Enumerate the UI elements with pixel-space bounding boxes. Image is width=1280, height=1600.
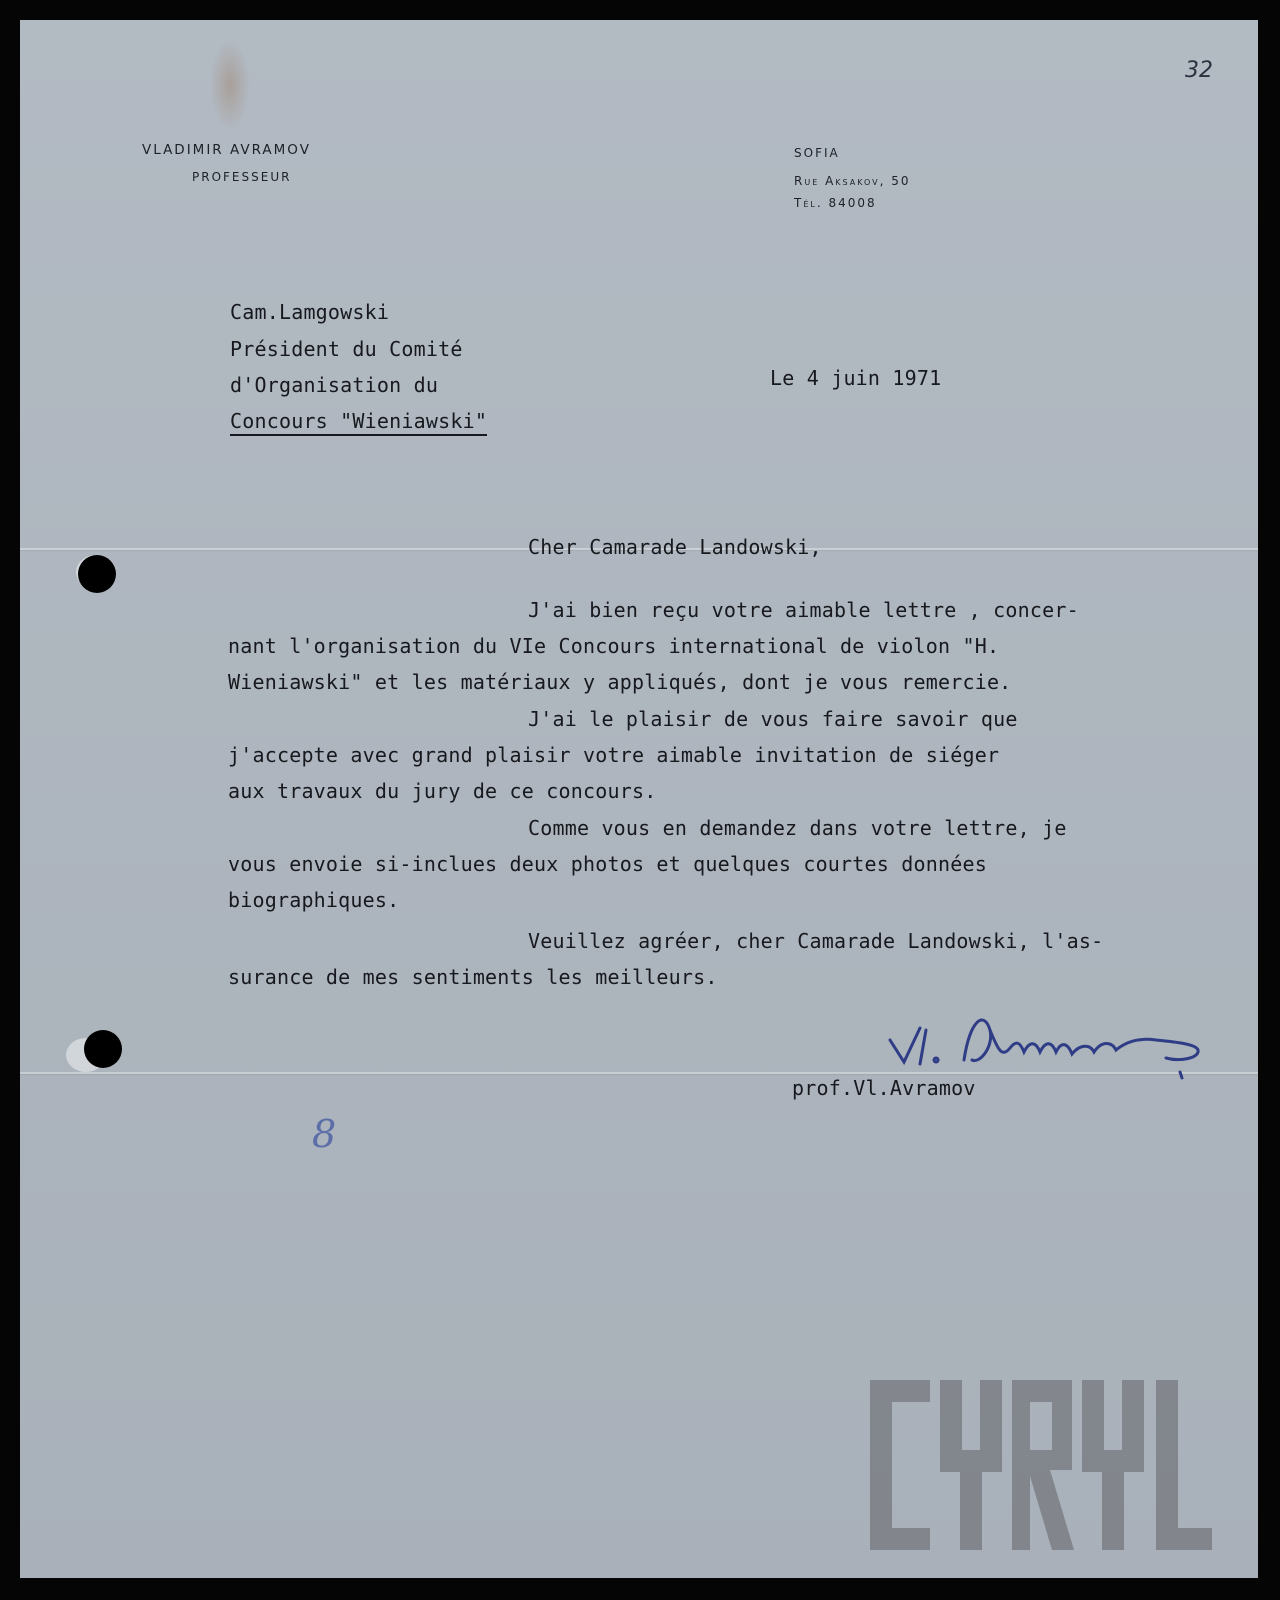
body-line: J'ai le plaisir de vous faire savoir que [528, 707, 1018, 731]
recipient-line: d'Organisation du [230, 373, 439, 397]
recipient-line: Cam.Lamgowski [230, 300, 390, 324]
letterhead-city: SOFIA [794, 146, 840, 160]
letter-page [20, 20, 1258, 1578]
body-line: J'ai bien reçu votre aimable lettre , concer- [528, 598, 1079, 622]
recipient-line: Concours "Wieniawski" [230, 409, 487, 436]
body-line: j'accepte avec grand plaisir votre aimable invitation de siéger [228, 743, 1000, 767]
salutation: Cher Camarade Landowski, [528, 535, 822, 559]
pencil-mark: 8 [312, 1112, 337, 1156]
letterhead-name: VLADIMIR AVRAMOV [142, 142, 311, 158]
body-line: vous envoie si-inclues deux photos et quelques courtes données [228, 852, 987, 876]
body-line: Comme vous en demandez dans votre lettre, je [528, 816, 1067, 840]
cyryl-watermark-logo [860, 1380, 1220, 1550]
body-line: aux travaux du jury de ce concours. [228, 779, 657, 803]
body-line: Wieniawski" et les matériaux y appliqués, dont je vous remercie. [228, 670, 1012, 694]
letter-date: Le 4 juin 1971 [770, 366, 942, 390]
punch-hole [84, 1030, 122, 1068]
recipient-line: Président du Comité [230, 337, 463, 361]
body-line: nant l'organisation du VIe Concours international de violon "H. [228, 634, 1000, 658]
letterhead-title: PROFESSEUR [192, 170, 292, 184]
letterhead-street: Rue Aksakov, 50 [794, 174, 911, 188]
body-line: Veuillez agréer, cher Camarade Landowski, l'as- [528, 929, 1104, 953]
punch-hole [78, 555, 116, 593]
typed-signature: prof.Vl.Avramov [792, 1076, 976, 1100]
body-line: biographiques. [228, 888, 400, 912]
letterhead-phone: Tél. 84008 [794, 196, 877, 210]
body-line: surance de mes sentiments les meilleurs. [228, 965, 718, 989]
page-number: 32 [1185, 58, 1213, 83]
paper-stain [210, 40, 250, 130]
